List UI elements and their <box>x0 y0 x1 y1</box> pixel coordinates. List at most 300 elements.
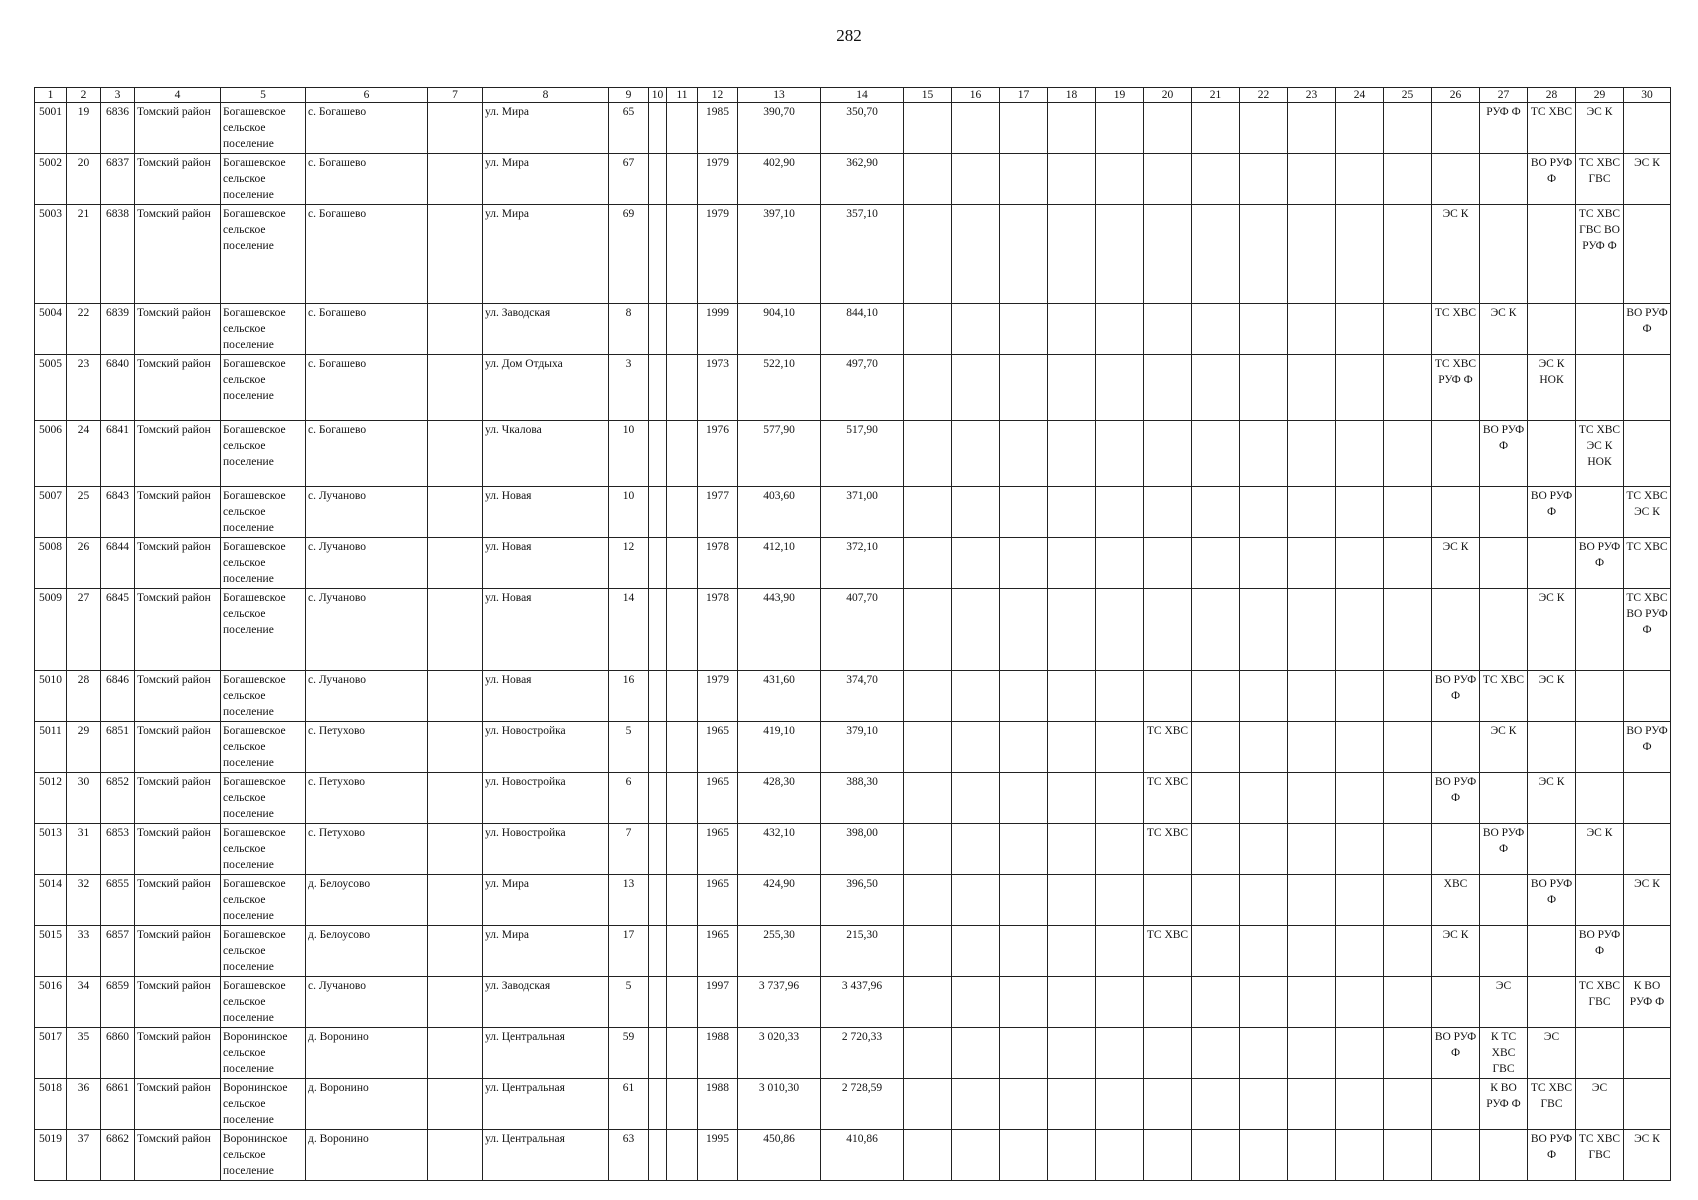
table-cell <box>952 1079 1000 1130</box>
table-cell <box>1336 205 1384 304</box>
table-cell <box>1144 671 1192 722</box>
table-cell <box>1240 589 1288 671</box>
table-cell: 6845 <box>101 589 135 671</box>
table-cell: Воронинское сельское поселение <box>221 1130 306 1181</box>
table-cell <box>1144 355 1192 421</box>
table-cell <box>1048 773 1096 824</box>
table-cell <box>667 875 698 926</box>
table-cell <box>1192 1028 1240 1079</box>
table-cell <box>1336 977 1384 1028</box>
table-cell: с. Богашево <box>306 304 428 355</box>
table-cell <box>1240 773 1288 824</box>
table-cell <box>1000 1028 1048 1079</box>
table-row <box>35 1028 1671 1079</box>
column-number-header: 11 <box>667 88 698 103</box>
column-number-header: 3 <box>101 88 135 103</box>
table-cell <box>1528 722 1576 773</box>
table-cell <box>952 487 1000 538</box>
table-cell: 59 <box>609 1028 649 1079</box>
table-cell <box>1192 355 1240 421</box>
table-cell <box>1336 304 1384 355</box>
table-cell: 1965 <box>698 875 738 926</box>
table-cell: 5004 <box>35 304 67 355</box>
table-cell <box>1144 103 1192 154</box>
table-cell <box>1240 304 1288 355</box>
table-cell <box>1288 1079 1336 1130</box>
table-cell: ВО РУФ Ф <box>1432 1028 1480 1079</box>
column-number-header: 5 <box>221 88 306 103</box>
table-cell <box>1144 421 1192 487</box>
table-cell: ЭС К <box>1624 1130 1671 1181</box>
table-cell <box>1336 421 1384 487</box>
table-cell: 1999 <box>698 304 738 355</box>
table-cell <box>1240 722 1288 773</box>
table-cell: ЭС К <box>1624 875 1671 926</box>
table-cell <box>1432 977 1480 1028</box>
table-cell: 1988 <box>698 1079 738 1130</box>
table-cell <box>904 538 952 589</box>
table-cell <box>1000 355 1048 421</box>
table-cell <box>952 875 1000 926</box>
table-cell: 379,10 <box>821 722 904 773</box>
table-cell <box>1048 487 1096 538</box>
table-cell <box>1000 487 1048 538</box>
table-cell: 1988 <box>698 1028 738 1079</box>
table-cell <box>1000 103 1048 154</box>
table-cell: с. Богашево <box>306 205 428 304</box>
table-cell <box>1048 304 1096 355</box>
table-cell <box>1432 1079 1480 1130</box>
table-cell <box>649 926 667 977</box>
table-cell: 61 <box>609 1079 649 1130</box>
table-cell: с. Петухово <box>306 773 428 824</box>
table-cell <box>1336 773 1384 824</box>
table-cell <box>1096 1028 1144 1079</box>
table-cell <box>1096 154 1144 205</box>
table-cell <box>904 773 952 824</box>
table-cell: 396,50 <box>821 875 904 926</box>
table-cell <box>1384 1130 1432 1181</box>
table-cell <box>1624 1079 1671 1130</box>
table-cell <box>952 1130 1000 1181</box>
table-cell <box>1288 875 1336 926</box>
table-cell: ТС ХВС ЭС К НОК <box>1576 421 1624 487</box>
table-cell: ЭС <box>1480 977 1528 1028</box>
table-cell: 904,10 <box>738 304 821 355</box>
table-cell: 5005 <box>35 355 67 421</box>
table-cell: К ВО РУФ Ф <box>1480 1079 1528 1130</box>
table-cell <box>428 154 483 205</box>
table-row <box>35 355 1671 421</box>
table-cell: 350,70 <box>821 103 904 154</box>
table-cell: ТС ХВС <box>1528 103 1576 154</box>
table-cell: 33 <box>67 926 101 977</box>
column-number-header: 20 <box>1144 88 1192 103</box>
table-cell: 23 <box>67 355 101 421</box>
table-cell: с. Богашево <box>306 421 428 487</box>
table-cell: с. Богашево <box>306 355 428 421</box>
table-cell <box>1192 824 1240 875</box>
table-cell: 29 <box>67 722 101 773</box>
table-cell <box>1336 487 1384 538</box>
table-cell: ул. Центральная <box>483 1028 609 1079</box>
table-cell: д. Воронино <box>306 1130 428 1181</box>
table-cell <box>649 154 667 205</box>
table-cell: К ТС ХВС ГВС <box>1480 1028 1528 1079</box>
table-cell <box>667 355 698 421</box>
column-number-header: 21 <box>1192 88 1240 103</box>
table-cell <box>952 205 1000 304</box>
table-cell <box>1096 304 1144 355</box>
table-cell: 69 <box>609 205 649 304</box>
table-cell: Богашевское сельское поселение <box>221 875 306 926</box>
table-cell: 1973 <box>698 355 738 421</box>
column-number-header: 22 <box>1240 88 1288 103</box>
column-number-header: 8 <box>483 88 609 103</box>
table-cell: 497,70 <box>821 355 904 421</box>
table-cell: 6839 <box>101 304 135 355</box>
table-cell: с. Лучаново <box>306 977 428 1028</box>
table-cell: Богашевское сельское поселение <box>221 722 306 773</box>
table-cell <box>1096 671 1144 722</box>
table-cell <box>428 589 483 671</box>
table-cell: ВО РУФ Ф <box>1528 154 1576 205</box>
table-cell <box>1288 1130 1336 1181</box>
table-cell: 6857 <box>101 926 135 977</box>
table-cell <box>1576 487 1624 538</box>
table-cell <box>1288 304 1336 355</box>
table-cell <box>904 1130 952 1181</box>
table-cell: 407,70 <box>821 589 904 671</box>
table-cell <box>649 589 667 671</box>
table-cell: Томский район <box>135 589 221 671</box>
table-cell <box>428 977 483 1028</box>
table-cell: ЭС <box>1576 1079 1624 1130</box>
table-cell: 371,00 <box>821 487 904 538</box>
table-cell: 517,90 <box>821 421 904 487</box>
table-cell <box>952 824 1000 875</box>
table-cell: 21 <box>67 205 101 304</box>
table-cell <box>1096 1079 1144 1130</box>
column-number-header: 29 <box>1576 88 1624 103</box>
table-cell: ул. Чкалова <box>483 421 609 487</box>
table-cell <box>1192 875 1240 926</box>
table-row <box>35 1079 1671 1130</box>
table-cell: ул. Дом Отдыха <box>483 355 609 421</box>
table-cell: 3 010,30 <box>738 1079 821 1130</box>
table-cell: 5010 <box>35 671 67 722</box>
table-cell: ул. Новостройка <box>483 824 609 875</box>
table-cell: 5013 <box>35 824 67 875</box>
table-cell: 1965 <box>698 773 738 824</box>
table-cell <box>1096 355 1144 421</box>
table-cell <box>1096 1130 1144 1181</box>
table-cell <box>1336 1130 1384 1181</box>
table-cell: 12 <box>609 538 649 589</box>
table-cell <box>1000 205 1048 304</box>
table-cell <box>1000 154 1048 205</box>
table-cell: ТС ХВС ГВС <box>1576 977 1624 1028</box>
table-cell <box>1240 154 1288 205</box>
table-cell <box>428 1028 483 1079</box>
table-cell <box>1192 1079 1240 1130</box>
table-cell: 17 <box>609 926 649 977</box>
table-cell: Томский район <box>135 671 221 722</box>
table-cell: 431,60 <box>738 671 821 722</box>
table-cell <box>1096 205 1144 304</box>
table-cell <box>1288 589 1336 671</box>
table-cell <box>904 304 952 355</box>
table-cell <box>1240 671 1288 722</box>
table-cell <box>1288 487 1336 538</box>
table-cell <box>1144 538 1192 589</box>
table-cell <box>428 722 483 773</box>
table-cell <box>1048 875 1096 926</box>
table-cell <box>667 926 698 977</box>
table-cell: 10 <box>609 487 649 538</box>
table-cell <box>649 487 667 538</box>
table-cell <box>1096 926 1144 977</box>
table-cell: 5019 <box>35 1130 67 1181</box>
column-number-header: 7 <box>428 88 483 103</box>
table-cell <box>649 304 667 355</box>
table-cell: ЭС К <box>1528 773 1576 824</box>
table-cell: ул. Новая <box>483 671 609 722</box>
table-cell <box>1048 722 1096 773</box>
table-cell <box>1192 304 1240 355</box>
table-cell <box>428 421 483 487</box>
column-number-header: 13 <box>738 88 821 103</box>
table-cell: Томский район <box>135 875 221 926</box>
table-cell: 6860 <box>101 1028 135 1079</box>
table-cell <box>1000 875 1048 926</box>
table-cell <box>1048 1130 1096 1181</box>
table-cell <box>1240 824 1288 875</box>
table-cell: 844,10 <box>821 304 904 355</box>
table-cell: ТС ХВС <box>1144 773 1192 824</box>
table-cell <box>952 538 1000 589</box>
table-cell: Богашевское сельское поселение <box>221 671 306 722</box>
table-cell <box>1048 926 1096 977</box>
table-cell: д. Белоусово <box>306 926 428 977</box>
table-cell <box>1288 722 1336 773</box>
table-cell: 3 020,33 <box>738 1028 821 1079</box>
table-cell: 6836 <box>101 103 135 154</box>
table-cell: К ВО РУФ Ф <box>1624 977 1671 1028</box>
table-cell <box>904 589 952 671</box>
table-cell: ул. Мира <box>483 205 609 304</box>
table-cell <box>904 205 952 304</box>
table-cell: Богашевское сельское поселение <box>221 977 306 1028</box>
table-cell <box>667 154 698 205</box>
table-cell <box>1144 1079 1192 1130</box>
table-cell: с. Петухово <box>306 722 428 773</box>
table-cell <box>1288 926 1336 977</box>
table-cell: 5015 <box>35 926 67 977</box>
table-cell: 419,10 <box>738 722 821 773</box>
table-cell: ул. Новая <box>483 538 609 589</box>
table-cell: Томский район <box>135 487 221 538</box>
table-cell <box>1240 1079 1288 1130</box>
table-cell <box>1288 355 1336 421</box>
table-cell: 5011 <box>35 722 67 773</box>
table-cell <box>1336 875 1384 926</box>
table-cell <box>667 824 698 875</box>
header-row <box>35 88 1671 103</box>
table-cell: 1965 <box>698 926 738 977</box>
table-cell: ЭС К НОК <box>1528 355 1576 421</box>
column-number-header: 4 <box>135 88 221 103</box>
table-cell: Томский район <box>135 722 221 773</box>
table-cell: 6853 <box>101 824 135 875</box>
table-cell: Богашевское сельское поселение <box>221 205 306 304</box>
table-cell <box>1384 926 1432 977</box>
table-cell <box>904 355 952 421</box>
table-cell: Томский район <box>135 538 221 589</box>
column-number-header: 1 <box>35 88 67 103</box>
table-cell <box>904 977 952 1028</box>
table-cell: 28 <box>67 671 101 722</box>
table-cell: 577,90 <box>738 421 821 487</box>
table-cell <box>952 773 1000 824</box>
table-cell <box>904 875 952 926</box>
table-cell <box>1480 487 1528 538</box>
table-cell <box>1192 205 1240 304</box>
table-cell: 6841 <box>101 421 135 487</box>
table-cell: 32 <box>67 875 101 926</box>
table-cell <box>649 722 667 773</box>
table-cell: 14 <box>609 589 649 671</box>
table-cell <box>667 205 698 304</box>
table-cell <box>952 355 1000 421</box>
table-cell: ЭС К <box>1480 304 1528 355</box>
table-cell <box>428 1130 483 1181</box>
table-row <box>35 875 1671 926</box>
column-number-header: 19 <box>1096 88 1144 103</box>
table-cell: ВО РУФ Ф <box>1480 421 1528 487</box>
table-cell: ЭС К <box>1528 589 1576 671</box>
table-cell <box>1096 421 1144 487</box>
table-cell <box>1144 589 1192 671</box>
column-number-header: 2 <box>67 88 101 103</box>
table-cell <box>904 824 952 875</box>
table-cell: 390,70 <box>738 103 821 154</box>
table-cell <box>1432 154 1480 205</box>
table-cell: ЭС <box>1528 1028 1576 1079</box>
column-number-header: 16 <box>952 88 1000 103</box>
table-cell <box>1000 722 1048 773</box>
table-cell: Томский район <box>135 304 221 355</box>
table-cell <box>1000 538 1048 589</box>
table-cell <box>1144 487 1192 538</box>
table-cell: 388,30 <box>821 773 904 824</box>
table-cell <box>904 421 952 487</box>
table-cell <box>1336 926 1384 977</box>
table-cell: 5003 <box>35 205 67 304</box>
table-cell <box>1048 355 1096 421</box>
table-cell: Богашевское сельское поселение <box>221 355 306 421</box>
table-cell <box>1432 421 1480 487</box>
table-cell <box>1240 538 1288 589</box>
table-cell <box>649 103 667 154</box>
table-cell <box>1528 205 1576 304</box>
table-cell: д. Белоусово <box>306 875 428 926</box>
table-cell <box>1624 355 1671 421</box>
table-cell: 362,90 <box>821 154 904 205</box>
table-cell: ул. Мира <box>483 103 609 154</box>
table-cell <box>1192 722 1240 773</box>
table-cell: 1965 <box>698 824 738 875</box>
table-cell: ТС ХВС РУФ Ф <box>1432 355 1480 421</box>
table-cell <box>649 1130 667 1181</box>
table-cell: 3 <box>609 355 649 421</box>
table-cell <box>1576 304 1624 355</box>
table-cell: 1976 <box>698 421 738 487</box>
table-cell: 2 728,59 <box>821 1079 904 1130</box>
column-number-header: 6 <box>306 88 428 103</box>
table-cell: 6859 <box>101 977 135 1028</box>
table-cell: 5016 <box>35 977 67 1028</box>
table-cell <box>1000 671 1048 722</box>
table-cell: Богашевское сельское поселение <box>221 103 306 154</box>
table-cell <box>1624 824 1671 875</box>
column-number-header: 26 <box>1432 88 1480 103</box>
table-cell <box>1384 722 1432 773</box>
table-cell <box>1432 1130 1480 1181</box>
table-cell <box>1528 304 1576 355</box>
table-cell <box>649 875 667 926</box>
table-cell: 1979 <box>698 671 738 722</box>
table-cell <box>1192 926 1240 977</box>
table-cell <box>667 487 698 538</box>
table-cell: ул. Мира <box>483 875 609 926</box>
table-cell: 432,10 <box>738 824 821 875</box>
table-cell: с. Петухово <box>306 824 428 875</box>
table-cell: ТС ХВС ГВС ВО РУФ Ф <box>1576 205 1624 304</box>
table-cell <box>1576 355 1624 421</box>
table-cell: ТС ХВС ГВС <box>1576 154 1624 205</box>
table-cell <box>952 722 1000 773</box>
table-cell: Богашевское сельское поселение <box>221 773 306 824</box>
table-cell: 5012 <box>35 773 67 824</box>
table-cell: 424,90 <box>738 875 821 926</box>
table-cell: 67 <box>609 154 649 205</box>
table-cell <box>1048 977 1096 1028</box>
table-cell <box>1240 487 1288 538</box>
table-cell: 1985 <box>698 103 738 154</box>
column-number-header: 23 <box>1288 88 1336 103</box>
table-cell: 5017 <box>35 1028 67 1079</box>
table-cell <box>1432 589 1480 671</box>
table-cell <box>649 355 667 421</box>
table-cell <box>667 722 698 773</box>
table-cell <box>428 487 483 538</box>
table-cell: ул. Новая <box>483 589 609 671</box>
table-cell <box>952 977 1000 1028</box>
table-cell: ТС ХВС ГВС <box>1576 1130 1624 1181</box>
table-cell: 398,00 <box>821 824 904 875</box>
table-cell: ЭС К <box>1576 103 1624 154</box>
table-cell: 13 <box>609 875 649 926</box>
column-number-header: 18 <box>1048 88 1096 103</box>
table-cell <box>1288 824 1336 875</box>
table-cell: Томский район <box>135 103 221 154</box>
table-cell <box>1144 977 1192 1028</box>
table-cell <box>1000 304 1048 355</box>
column-number-header: 12 <box>698 88 738 103</box>
table-cell: ЭС К <box>1480 722 1528 773</box>
table-cell <box>1000 1130 1048 1181</box>
